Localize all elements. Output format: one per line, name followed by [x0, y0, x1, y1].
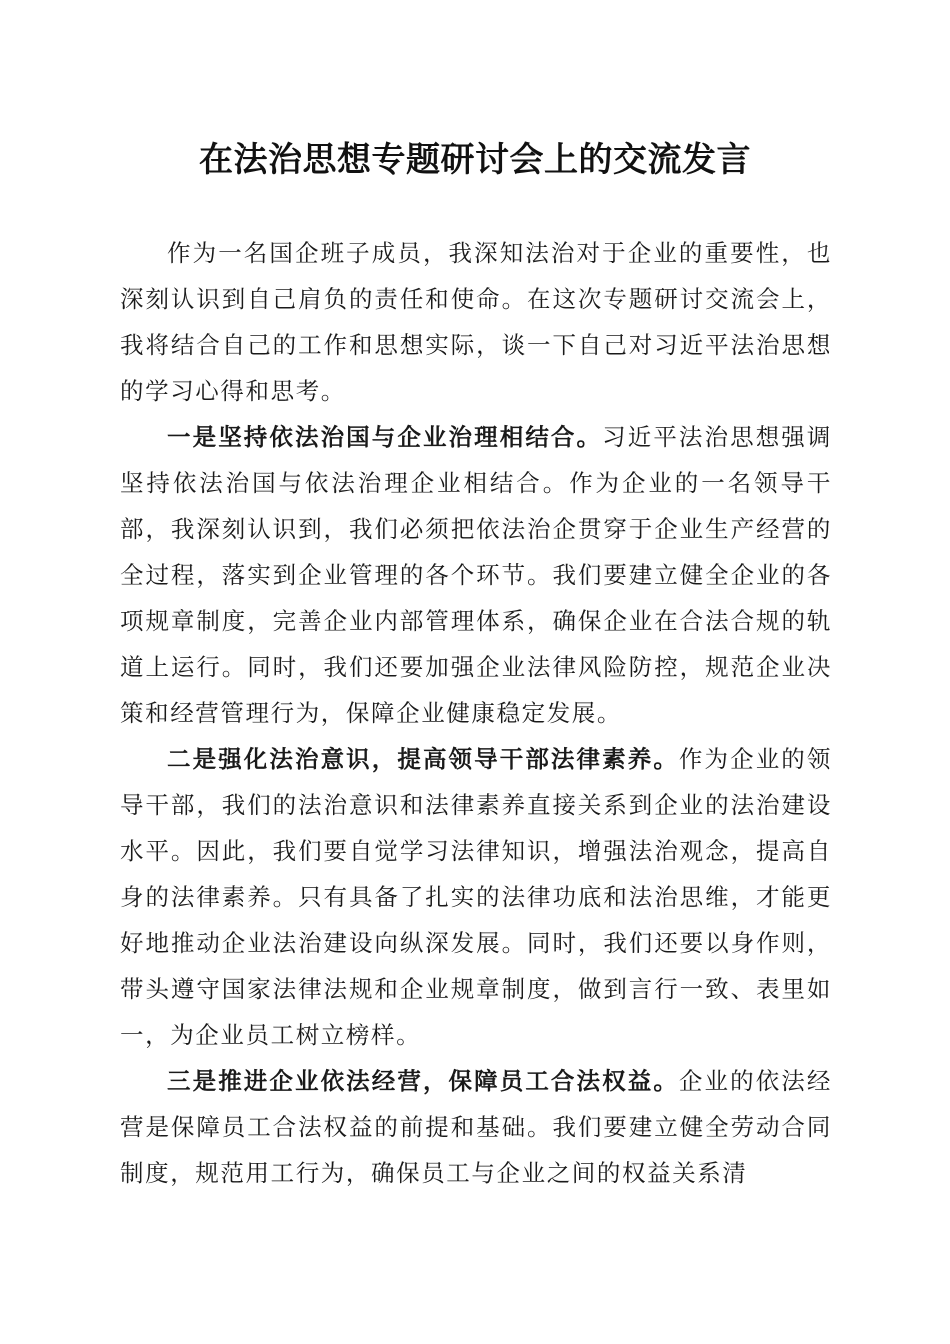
paragraph-text: 习近平法治思想强调坚持依法治国与依法治理企业相结合。作为企业的一名领导干部，我深刻认识到，我们必须把依法治企贯穿于企业生产经营的全过程，落实到企业管理的各个环节。我们要建立健全企业的各项规章制度，完善企业内部管理体系，确保企业在合法合规的轨道上运行。同时，我们还要加强企业法律风险防控，规范企业决策和经营管理行为，保障企业健康稳定发展。	[120, 423, 832, 727]
paragraph-point-2	[120, 736, 832, 1058]
paragraph-intro	[120, 230, 832, 414]
paragraph-lead: 三是推进企业依法经营，保障员工合法权益。	[167, 1067, 679, 1095]
paragraph-text: 作为企业的领导干部，我们的法治意识和法律素养直接关系到企业的法治建设水平。因此，我们要自觉学习法律知识，增强法治观念，提高自身的法律素养。只有具备了扎实的法律功底和法治思维，才能更好地推动企业法治建设向纵深发展。同时，我们还要以身作则，带头遵守国家法律法规和企业规章制度，做到言行一致、表里如一，为企业员工树立榜样。	[120, 745, 832, 1049]
paragraph-point-3	[120, 1058, 832, 1196]
paragraph-point-1	[120, 414, 832, 736]
paragraph-lead: 二是强化法治意识，提高领导干部法律素养。	[167, 745, 679, 773]
paragraph-text: 作为一名国企班子成员，我深知法治对于企业的重要性，也深刻认识到自己肩负的责任和使命。在这次专题研讨交流会上，我将结合自己的工作和思想实际，谈一下自己对习近平法治思想的学习心得和思考。	[120, 239, 832, 405]
document-title: 在法治思想专题研讨会上的交流发言	[199, 140, 751, 180]
document-body	[120, 230, 832, 1196]
paragraph-text: 企业的依法经营是保障员工合法权益的前提和基础。我们要建立健全劳动合同制度，规范用工行为，确保员工与企业之间的权益关系清	[120, 1067, 832, 1187]
paragraph-lead: 一是坚持依法治国与企业治理相结合。	[167, 423, 603, 451]
